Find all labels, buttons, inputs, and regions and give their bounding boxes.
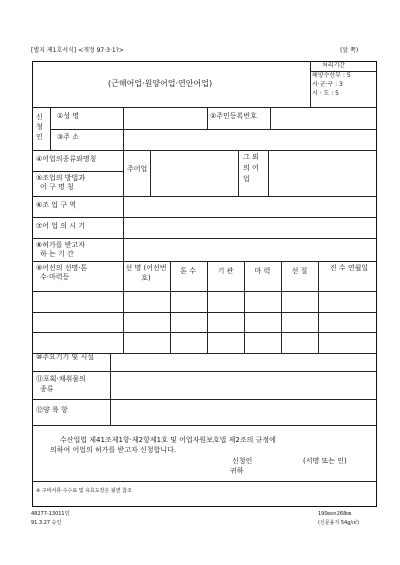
period-label: ⑦어 업 의 시 기 (36, 222, 85, 230)
vessel-col-launch-date: 진 수 연월일 (329, 264, 369, 272)
vessel-col-engine: 기 관 (217, 267, 234, 275)
reg-no-label: ②주민등록번호 (210, 112, 257, 120)
reg-no-field[interactable] (272, 110, 374, 125)
catch-label-1: ⑪포획·채취물의 (36, 375, 86, 383)
address-field[interactable] (126, 131, 374, 147)
declaration-line-2: 의하여 어업의 허가를 받고자 신청합니다. (50, 446, 177, 454)
processing-line-1: 해양수산부 : 5 (312, 72, 351, 79)
fishery-type-label: ④어업의종류와명칭 (36, 155, 97, 163)
vessel-label-1: ⑨어선의 선명·톤 (36, 264, 88, 272)
signature-field[interactable] (262, 455, 300, 466)
port-field[interactable] (113, 402, 374, 422)
period-field[interactable] (126, 220, 374, 235)
form-id: [별지 제1호서식] <개정 97·3·1?> (31, 47, 124, 54)
zone-label: ⑥조 업 구 역 (36, 201, 76, 209)
form-title: (근해어업·원양어업·연안어업) (108, 79, 213, 88)
footer-paper: (신문용지 54g/㎡) (318, 520, 360, 526)
processing-line-2: 시·군·구 : 3 (312, 81, 343, 88)
vessel-label-2: 수·마력등 (40, 273, 70, 281)
vessel-col-name: 선 명 (어선번호) (125, 264, 167, 282)
method-label-2: 어 구 명 칭 (40, 183, 74, 191)
attachment-note: ※ 구비서류·수수료 및 유효도장은 뒷면 참조 (36, 488, 132, 494)
catch-label-2: 종류 (40, 385, 54, 393)
vessel-row-3[interactable] (34, 334, 375, 351)
vessel-col-tonnage: 톤 수 (180, 267, 196, 275)
footer-code: 48277-13011민 (31, 511, 70, 517)
declaration-line-1: 수산업법 제41조제1항·제2항제1호 및 어업자원보호법 제2조의 규정에 (60, 436, 276, 444)
processing-line-3: 시 · 도 : 5 (312, 90, 339, 97)
catch-field[interactable] (113, 375, 374, 395)
main-fishery-field[interactable] (152, 153, 236, 193)
permit-label-2: 하 는 기 간 (40, 250, 74, 258)
name-label: ①성 명 (57, 112, 80, 120)
address-label: ③주 소 (57, 133, 80, 141)
signature-hint: (서명 또는 인) (303, 457, 347, 465)
port-label: ⑫양 륙 항 (36, 406, 68, 414)
side-note: (앞 쪽) (340, 47, 359, 54)
permit-period-field[interactable] (126, 241, 374, 258)
vessel-row-2[interactable] (34, 314, 375, 331)
permit-label-1: ⑧허가를 받고자 (36, 241, 86, 249)
processing-heading: 처리기간 (322, 62, 346, 69)
footer-approval: 91.3.27 승인 (31, 520, 62, 526)
other-fishery-label: 그 외 의 어 업 (243, 153, 259, 183)
equipment-label: ⑩주요기기 및 시설 (36, 353, 95, 361)
equipment-field[interactable] (113, 356, 374, 369)
other-fishery-field[interactable] (270, 153, 374, 193)
applicant-side-label: 신청인 (36, 113, 43, 141)
applicant-sign-label: 신청인 (232, 457, 253, 465)
method-label-1: ⑤조업의 방법과 (36, 174, 86, 182)
vessel-col-power: 마 력 (254, 267, 271, 275)
main-fishery-label: 주어업 (127, 165, 148, 173)
footer-size: 190㎜×268㎜ (318, 511, 352, 517)
name-field[interactable] (126, 110, 204, 125)
vessel-row-1[interactable] (34, 293, 375, 310)
zone-field[interactable] (126, 199, 374, 214)
vessel-col-material: 선 질 (291, 267, 308, 275)
addressee: 귀하 (230, 467, 244, 475)
